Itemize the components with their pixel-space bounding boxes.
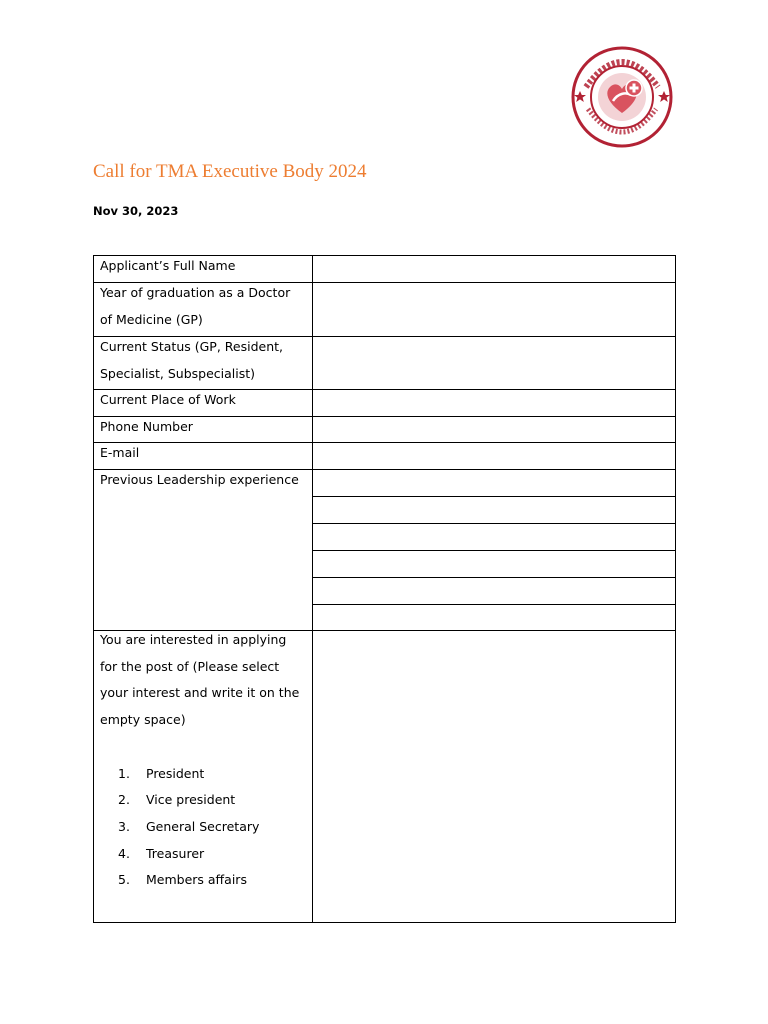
logo-emblem-icon <box>568 45 676 149</box>
graduation-year-field[interactable] <box>313 283 676 337</box>
place-of-work-label: Current Place of Work <box>100 392 236 407</box>
post-label-line: empty space) <box>100 712 186 728</box>
graduation-year-label-cell <box>94 283 313 337</box>
full-name-label-cell <box>94 256 313 283</box>
leadership-label-cell <box>94 470 313 631</box>
list-item-number: 3. <box>118 818 130 834</box>
current-status-label-cell <box>94 337 313 390</box>
post-option-general-secretary: General Secretary <box>146 818 260 834</box>
current-status-field[interactable] <box>313 337 676 390</box>
form-row-email <box>94 443 676 470</box>
graduation-year-label-line: Year of graduation as a Doctor <box>100 285 291 300</box>
leadership-entry-field[interactable] <box>313 497 676 524</box>
place-of-work-label-cell <box>94 390 313 417</box>
post-selection-field[interactable] <box>313 631 676 923</box>
email-label-cell <box>94 443 313 470</box>
full-name-field[interactable] <box>313 256 676 283</box>
post-options-list <box>100 761 306 895</box>
phone-label-cell <box>94 417 313 443</box>
tigrai-medical-association-logo <box>568 45 676 149</box>
graduation-year-label-line: of Medicine (GP) <box>100 311 203 327</box>
post-label-line: your interest and write it on the <box>100 685 300 701</box>
form-row-full-name <box>94 256 676 283</box>
list-item <box>100 787 306 814</box>
leadership-entry-field[interactable] <box>313 578 676 605</box>
post-option-president: President <box>146 765 205 781</box>
list-item <box>100 841 306 868</box>
post-label-line: for the post of (Please select <box>100 658 280 674</box>
post-option-vice-president: Vice president <box>146 792 236 808</box>
form-row-place-of-work <box>94 390 676 417</box>
form-row-post <box>94 631 676 923</box>
current-status-label-line: Specialist, Subspecialist) <box>100 365 256 381</box>
list-item <box>100 814 306 841</box>
phone-label: Phone Number <box>100 419 193 434</box>
leadership-entry-field[interactable] <box>313 470 676 497</box>
post-option-treasurer: Treasurer <box>146 845 205 861</box>
list-item <box>100 761 306 788</box>
page-title: Call for TMA Executive Body 2024 <box>93 161 367 182</box>
form-row-phone <box>94 417 676 443</box>
leadership-label: Previous Leadership experience <box>100 472 299 487</box>
form-row-current-status <box>94 337 676 390</box>
post-label-cell <box>94 631 313 923</box>
form-row-leadership <box>94 470 676 497</box>
email-label: E-mail <box>100 445 140 460</box>
document-date: Nov 30, 2023 <box>93 204 179 218</box>
application-form-table <box>93 255 676 923</box>
list-item-number: 4. <box>118 845 130 861</box>
leadership-entry-field[interactable] <box>313 605 676 631</box>
list-item-number: 2. <box>118 792 130 808</box>
email-field[interactable] <box>313 443 676 470</box>
list-item-number: 1. <box>118 765 130 781</box>
post-label-line: You are interested in applying <box>100 632 287 647</box>
leadership-entry-field[interactable] <box>313 524 676 551</box>
leadership-entry-field[interactable] <box>313 551 676 578</box>
phone-field[interactable] <box>313 417 676 443</box>
form-row-graduation-year <box>94 283 676 337</box>
post-option-members-affairs: Members affairs <box>146 872 247 888</box>
list-item <box>100 867 306 894</box>
full-name-label: Applicant’s Full Name <box>100 258 236 273</box>
place-of-work-field[interactable] <box>313 390 676 417</box>
current-status-label-line: Current Status (GP, Resident, <box>100 339 283 354</box>
list-item-number: 5. <box>118 872 130 888</box>
